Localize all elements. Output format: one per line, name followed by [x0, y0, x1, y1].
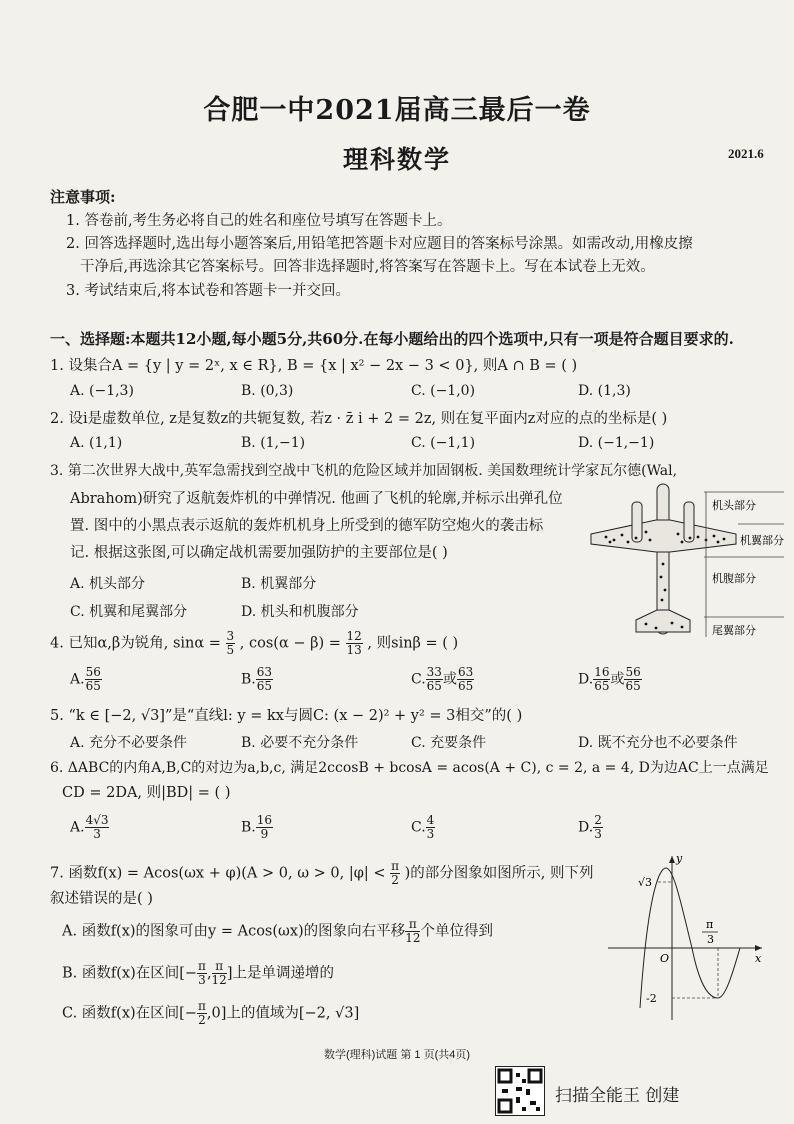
denominator: 65: [426, 679, 442, 693]
fraction: [624, 666, 641, 693]
question-6-line2: CD = 2DA, 则|BD| = ( ): [62, 785, 231, 801]
option-letter: C.: [411, 819, 426, 836]
numerator: 16: [256, 813, 273, 827]
fraction: [426, 814, 436, 841]
x-label: x: [755, 952, 762, 965]
option-c: C. 机翼和尾翼部分: [70, 604, 188, 620]
option-text: 个单位得到: [420, 923, 493, 940]
fraction: [226, 630, 236, 657]
note-item: 2. 回答选择题时,选出每小题答案后,用铅笔把答题卡对应题目的答案标号涂黑。如需改动,用橡皮擦: [66, 236, 693, 252]
option-b: B. 机翼部分: [241, 576, 317, 592]
question-2-stem: 2. 设i是虚数单位, z是复数z的共轭复数, 若z · z̄ i + 2 = 2z, 则在复平面内z对应的点的坐标是( ): [50, 411, 668, 427]
option-c: C. (−1,1): [411, 435, 476, 451]
question-3-line: 置. 图中的小黑点表示返航的轰炸机机身上所受到的德军防空炮火的袭击标: [70, 518, 544, 534]
option-a: A. (−1,3): [70, 383, 134, 399]
numerator: 56: [85, 665, 101, 679]
denominator: 65: [594, 679, 610, 693]
label-belly: 机腹部分: [712, 572, 756, 585]
denominator: 3: [426, 827, 435, 841]
question-3-options: [0, 573, 600, 623]
option-a: [70, 666, 102, 693]
qr-code: [495, 1066, 545, 1116]
cosine-graph: [600, 848, 770, 1028]
question-4-stem: [50, 630, 765, 657]
numerator: 33: [426, 665, 442, 679]
option-a: A. 机头部分: [70, 576, 146, 592]
option-c: C. 充要条件: [411, 735, 487, 751]
option-b: [241, 814, 273, 841]
option-text: ,: [206, 965, 212, 982]
numerator: 63: [457, 665, 474, 679]
option-text: ,0]上的值域为[−2, √3]: [206, 1005, 360, 1022]
option-d: [578, 666, 642, 693]
question-2-options: [0, 435, 794, 457]
option-d: [578, 814, 603, 841]
option-b: B. 必要不充分条件: [241, 735, 359, 751]
option-b: B. (0,3): [241, 383, 294, 399]
option-text: C. 函数f(x)在区间[−: [62, 1005, 197, 1022]
numerator: 12: [346, 629, 362, 643]
fraction: [457, 666, 474, 693]
numerator: 63: [256, 665, 273, 679]
stem-text: )的部分图象如图所示, 则下列: [404, 865, 594, 882]
exam-title: 合肥一中2021届高三最后一卷: [203, 95, 591, 126]
option-letter: A.: [70, 819, 85, 836]
note-item: 3. 考试结束后,将本试卷和答题卡一并交回。: [66, 283, 351, 299]
section-heading: 一、选择题:本题共12小题,每小题5分,共60分.在每小题给出的四个选项中,只有一项是符合题目要求的.: [50, 330, 734, 348]
stem-text: 4. 已知α,β为锐角, sinα =: [50, 635, 221, 652]
fraction: [85, 814, 110, 841]
exam-date: 2021.6: [728, 146, 764, 161]
denominator: 65: [85, 679, 101, 693]
notes-heading: 注意事项:: [50, 188, 116, 206]
option-c: [411, 814, 435, 841]
option-text: A. 函数f(x)的图象可由y = Acos(ωx)的图象向右平移: [62, 923, 406, 940]
fraction: [593, 666, 610, 693]
label-nose: 机头部分: [712, 499, 756, 512]
denominator: 9: [260, 827, 269, 841]
fraction: [426, 666, 443, 693]
numerator: π: [198, 959, 206, 973]
neg2-label: -2: [646, 992, 657, 1005]
question-6-options: [0, 814, 794, 850]
option-d: D. 机头和机腹部分: [241, 604, 359, 620]
denominator: 12: [405, 931, 421, 945]
option-d: D. (−1,−1): [578, 435, 655, 451]
denominator: 65: [256, 679, 273, 693]
fraction: [197, 960, 207, 987]
stem-text: , 则sinβ = ( ): [367, 635, 459, 652]
option-c: [62, 1000, 602, 1027]
denominator: 3: [198, 973, 206, 987]
option-letter: B.: [241, 819, 256, 836]
note-item: 干净后,再选涂其它答案标号。回答非选择题时,将答案写在答题卡上。写在本试卷上无效。: [80, 259, 655, 275]
pi-denominator: 3: [707, 933, 714, 946]
or-text: 或: [610, 671, 625, 688]
numerator: 16: [594, 665, 610, 679]
fraction: [85, 666, 102, 693]
fraction: [256, 666, 273, 693]
origin-label: O: [660, 952, 670, 965]
label-wing: 机翼部分: [740, 534, 784, 547]
question-7-line2: 叙述错误的是( ): [50, 891, 153, 907]
numerator: π: [405, 918, 420, 932]
bomber-figure: [586, 482, 786, 642]
option-c: C. (−1,0): [411, 383, 476, 399]
numerator: π: [391, 859, 400, 873]
sqrt3-label: √3: [638, 876, 653, 889]
option-b: [241, 666, 273, 693]
question-1-stem: 1. 设集合A = {y | y = 2ˣ, x ∈ R}, B = {x | x² − 2x − 3 < 0}, 则A ∩ B = ( ): [50, 358, 578, 374]
question-4-options: [0, 666, 794, 702]
fraction: [197, 1000, 207, 1027]
option-text: B. 函数f(x)在区间[−: [62, 965, 198, 982]
fraction: [346, 630, 363, 657]
numerator: 4√3: [85, 813, 109, 827]
scanner-watermark: 扫描全能王 创建: [555, 1086, 680, 1106]
label-tail: 尾翼部分: [712, 624, 756, 637]
option-letter: D.: [578, 819, 594, 836]
denominator: 13: [346, 643, 362, 657]
question-7-line1: [50, 860, 610, 887]
question-3-line: 记. 根据这张图,可以确定战机需要加强防护的主要部位是( ): [70, 545, 448, 561]
question-1-options: [0, 383, 794, 405]
or-text: 或: [442, 671, 457, 688]
qr-icon: [496, 1067, 544, 1115]
pi-numerator: π: [706, 918, 714, 931]
option-letter: B.: [241, 671, 256, 688]
fraction: [593, 814, 603, 841]
option-a: A. 充分不必要条件: [70, 735, 188, 751]
question-5-stem: 5. “k ∈ [−2, √3]”是“直线l: y = kx与圆C: (x − 2)² + y² = 3相交”的( ): [50, 708, 523, 724]
stem-text: , cos(α − β) =: [239, 635, 341, 652]
question-6-line1: 6. ΔABC的内角A,B,C的对边为a,b,c, 满足2ccosB + bcosA = acos(A + C), c = 2, a = 4, D为边AC上一点满足: [50, 760, 769, 776]
numerator: 3: [226, 629, 235, 643]
option-d: D. (1,3): [578, 383, 631, 399]
fraction: [256, 814, 273, 841]
y-label: y: [676, 852, 683, 865]
fraction: [390, 860, 400, 887]
page-footer: 数学(理科)试题 第 1 页(共4页): [323, 1049, 471, 1061]
denominator: 2: [391, 873, 399, 887]
numerator: π: [197, 999, 206, 1013]
option-b: B. (1,−1): [241, 435, 306, 451]
note-item: 1. 答卷前,考生务必将自己的姓名和座位号填写在答题卡上。: [66, 213, 452, 229]
option-letter: C.: [411, 671, 426, 688]
question-3-line: 3. 第二次世界大战中,英军急需找到空战中飞机的危险区域并加固钢板. 美国数理统计学家瓦尔德(Wal,: [50, 463, 678, 479]
numerator: π: [212, 960, 227, 974]
option-a: A. (1,1): [70, 435, 123, 451]
numerator: 56: [625, 665, 641, 679]
question-3-line: Abrahom)研究了返航轰炸机的中弹情况. 他画了飞机的轮廓,并标示出弹孔位: [70, 491, 563, 507]
numerator: 2: [594, 813, 602, 827]
option-a: [70, 814, 109, 841]
numerator: 4: [426, 813, 435, 827]
fraction: [405, 918, 420, 945]
cosine-curve: [640, 868, 740, 1008]
option-a: [62, 918, 602, 945]
stem-text: 7. 函数f(x) = Acos(ωx + φ)(A > 0, ω > 0, |φ| <: [50, 865, 386, 882]
denominator: 3: [594, 827, 602, 841]
option-letter: D.: [578, 671, 594, 688]
option-letter: A.: [70, 671, 85, 688]
fraction: [212, 960, 227, 987]
denominator: 5: [226, 643, 235, 657]
denominator: 65: [625, 679, 641, 693]
denominator: 3: [93, 827, 101, 841]
denominator: 65: [457, 679, 474, 693]
option-c: [411, 666, 474, 693]
denominator: 2: [198, 1013, 206, 1027]
exam-subject: 理科数学: [342, 145, 451, 174]
option-text: ]上是单调递增的: [226, 965, 334, 982]
option-d: D. 既不充分也不必要条件: [578, 735, 738, 751]
denominator: 12: [211, 973, 227, 987]
question-5-options: [0, 732, 794, 754]
option-b: [62, 960, 602, 987]
